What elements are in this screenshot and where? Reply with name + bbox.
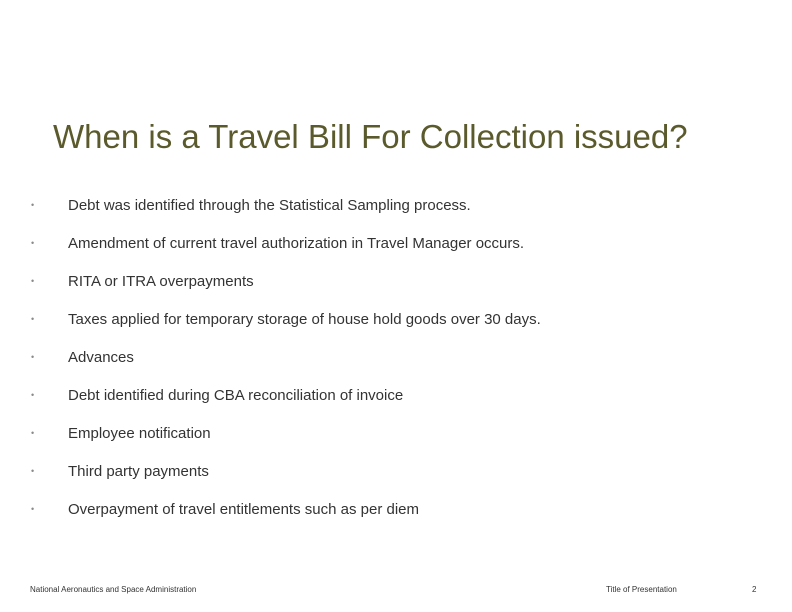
footer-presentation-title: Title of Presentation — [606, 585, 677, 594]
bullet-icon: • — [31, 466, 35, 476]
list-item — [30, 338, 770, 376]
bullet-icon: • — [31, 504, 35, 514]
bullet-text: Third party payments — [68, 462, 209, 480]
footer-organization: National Aeronautics and Space Administration — [30, 585, 197, 594]
list-item — [30, 376, 770, 414]
list-item — [30, 300, 770, 338]
bullet-text: Overpayment of travel entitlements such as per diem — [68, 500, 419, 518]
bullet-text: RITA or ITRA overpayments — [68, 272, 254, 290]
bullet-text: Debt identified during CBA reconciliation of invoice — [68, 386, 404, 404]
slide-title: When is a Travel Bill For Collection issued? — [53, 118, 688, 155]
list-item — [30, 262, 770, 300]
list-item — [30, 186, 770, 224]
bullet-text: Amendment of current travel authorization in Travel Manager occurs. — [68, 234, 525, 252]
bullet-text: Taxes applied for temporary storage of house hold goods over 30 days. — [68, 310, 541, 328]
list-item — [30, 452, 770, 490]
bullet-text: Employee notification — [68, 424, 211, 442]
list-item — [30, 224, 770, 262]
bullet-icon: • — [31, 276, 35, 286]
list-item — [30, 490, 770, 528]
bullet-icon: • — [31, 314, 35, 324]
bullet-list — [30, 186, 770, 528]
bullet-text: Advances — [68, 348, 134, 366]
bullet-icon: • — [31, 238, 35, 248]
bullet-text: Debt was identified through the Statistical Sampling process. — [68, 196, 471, 214]
bullet-icon: • — [31, 200, 35, 210]
footer-page-number: 2 — [752, 585, 757, 594]
list-item — [30, 414, 770, 452]
bullet-icon: • — [31, 352, 35, 362]
bullet-icon: • — [31, 390, 35, 400]
bullet-icon: • — [31, 428, 35, 438]
